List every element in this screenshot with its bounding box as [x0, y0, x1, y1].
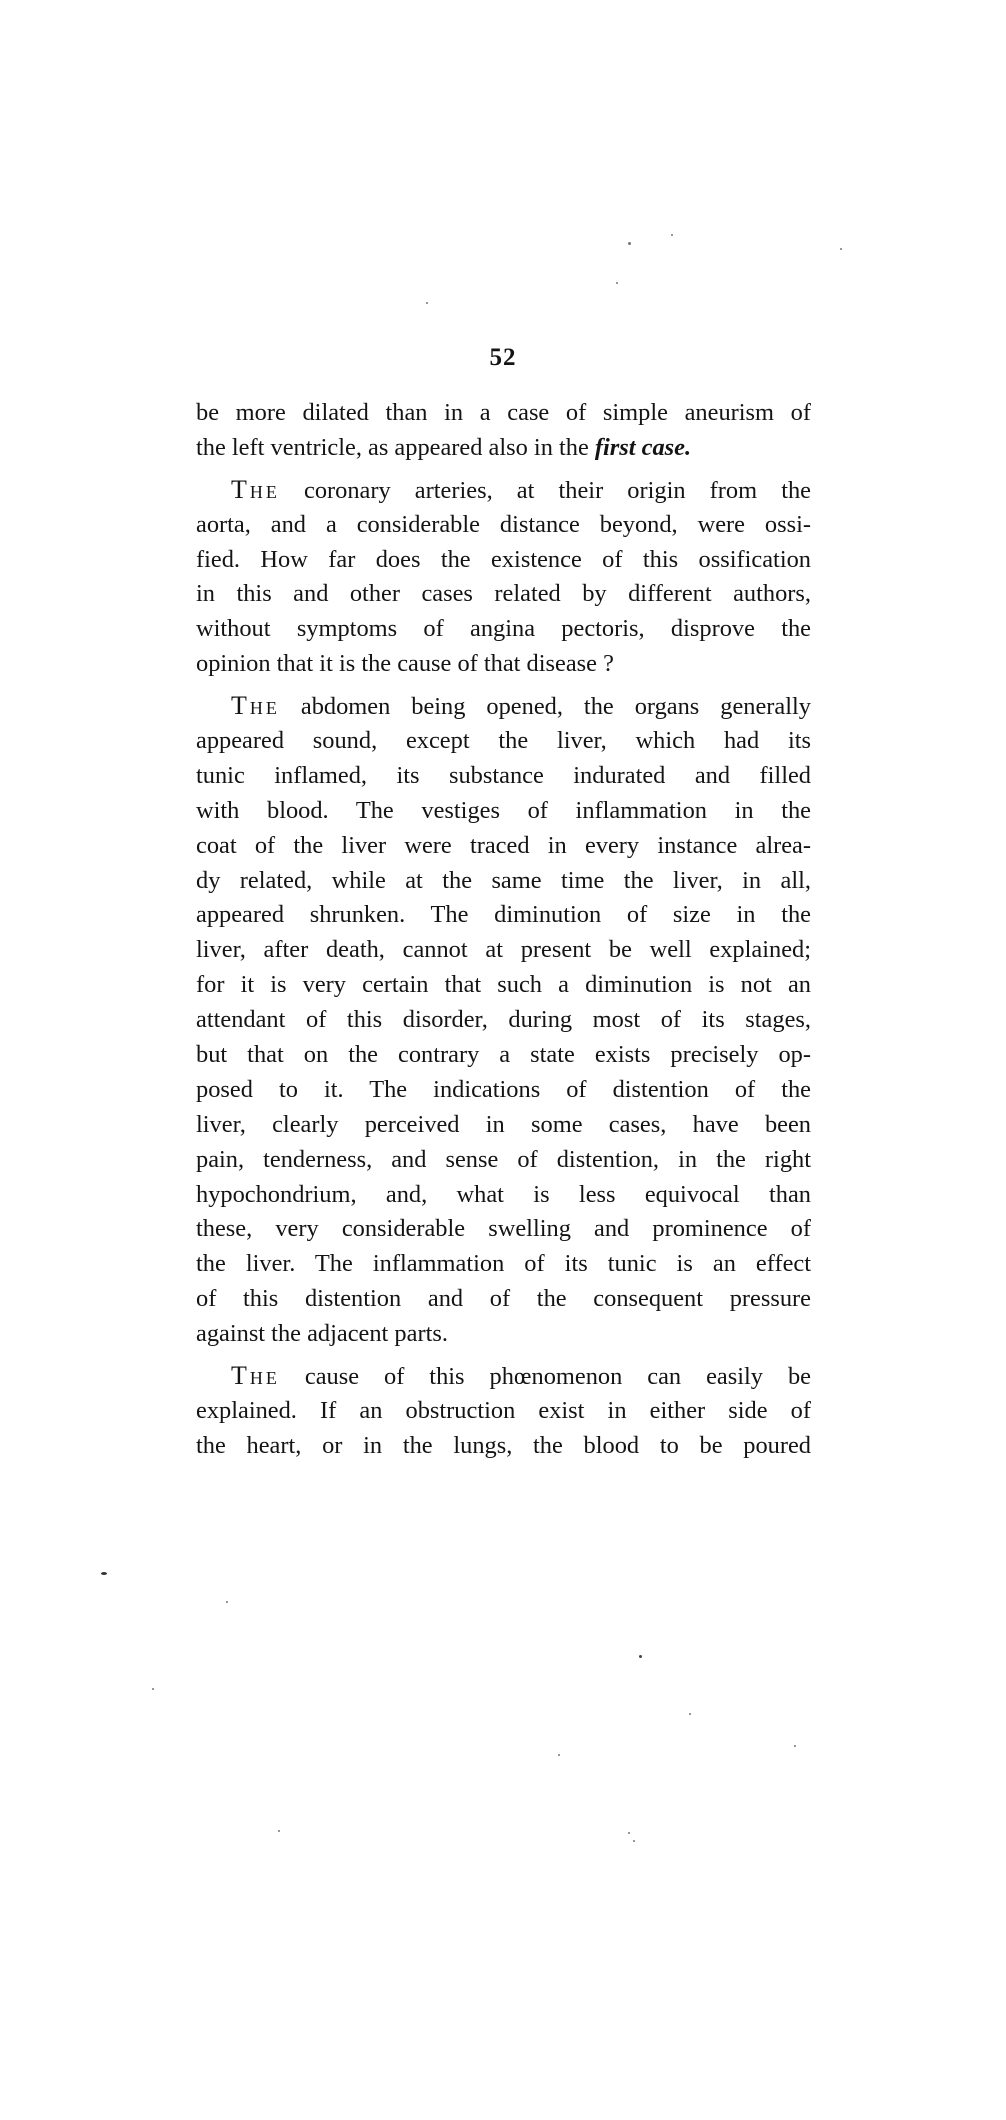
- text-line: explained. If an obstruction exist in either side of: [196, 1396, 811, 1424]
- text-line: tunic inflamed, its substance indurated and filled: [196, 761, 811, 789]
- paper-speck: [152, 1688, 154, 1690]
- paper-speck: [558, 1754, 560, 1756]
- paragraph-3: [196, 689, 811, 1352]
- paper-speck: [226, 1601, 228, 1603]
- lead-word: The: [231, 691, 280, 721]
- paper-speck: [639, 1655, 642, 1658]
- text-line: be more dilated than in a case of simple aneurism of: [196, 399, 811, 426]
- paper-speck: [426, 302, 428, 304]
- text-line: aorta, and a considerable distance beyond, were ossi-: [196, 510, 811, 538]
- paper-speck: [101, 1572, 107, 1575]
- text-line: but that on the contrary a state exists precisely op-: [196, 1041, 811, 1069]
- text-line: coat of the liver were traced in every instance alrea-: [196, 831, 811, 859]
- text-line-body: cause of this phœnomenon can easily be: [304, 1363, 811, 1391]
- lead-word: The: [231, 474, 280, 504]
- paper-speck: [278, 1830, 280, 1832]
- page-number: 52: [489, 344, 517, 371]
- text-line: these, very considerable swelling and prominence of: [196, 1215, 811, 1243]
- text-line: pain, tenderness, and sense of distention, in the right: [196, 1145, 811, 1173]
- text-line: opinion that it is the cause of that disease ?: [196, 650, 614, 678]
- paragraph-4: [196, 1359, 811, 1464]
- text-line: [196, 689, 811, 724]
- text-line: the heart, or in the lungs, the blood to be poured: [196, 1431, 811, 1459]
- text-line: [196, 431, 811, 466]
- body-text: [196, 396, 811, 1464]
- text-line: dy related, while at the same time the liver, in all,: [196, 866, 811, 894]
- text-line-body: coronary arteries, at their origin from the: [304, 476, 811, 504]
- text-line: in this and other cases related by different authors,: [196, 580, 811, 608]
- text-line-body: abdomen being opened, the organs generally: [300, 693, 811, 721]
- text-line: liver, after death, cannot at present be well explained;: [196, 936, 811, 964]
- text-line: attendant of this disorder, during most of its stages,: [196, 1006, 811, 1034]
- text-line: of this distention and of the consequent pressure: [196, 1285, 811, 1313]
- text-line: against the adjacent parts.: [196, 1320, 448, 1348]
- paper-speck: [794, 1745, 796, 1747]
- text-line: appeared shrunken. The diminution of size in the: [196, 901, 811, 929]
- paper-speck: [628, 1832, 630, 1834]
- text-line-body: the left ventricle, as appeared also in the: [196, 433, 589, 461]
- text-line: liver, clearly perceived in some cases, have been: [196, 1110, 811, 1138]
- text-line: appeared sound, except the liver, which had its: [196, 727, 811, 755]
- paragraph-2: [196, 473, 811, 682]
- text-line: without symptoms of angina pectoris, disprove the: [196, 615, 811, 643]
- text-line: fied. How far does the existence of this ossification: [196, 545, 811, 573]
- paper-speck: [616, 282, 618, 284]
- paper-speck: [689, 1713, 691, 1715]
- text-line: the liver. The inflammation of its tunic is an effect: [196, 1250, 811, 1278]
- paragraph-1: [196, 396, 811, 466]
- lead-word: The: [231, 1361, 280, 1391]
- paper-speck: [840, 248, 842, 250]
- text-line: posed to it. The indications of distention of the: [196, 1075, 811, 1103]
- text-line: hypochondrium, and, what is less equivocal than: [196, 1180, 811, 1208]
- italic-phrase: first case.: [594, 433, 692, 461]
- paper-speck: [671, 234, 673, 236]
- text-line: for it is very certain that such a diminution is not an: [196, 971, 811, 999]
- text-line: [196, 1359, 811, 1394]
- text-line: [196, 473, 811, 508]
- text-line: with blood. The vestiges of inflammation in the: [196, 796, 811, 824]
- paper-speck: [628, 242, 631, 245]
- paper-speck: [633, 1840, 635, 1842]
